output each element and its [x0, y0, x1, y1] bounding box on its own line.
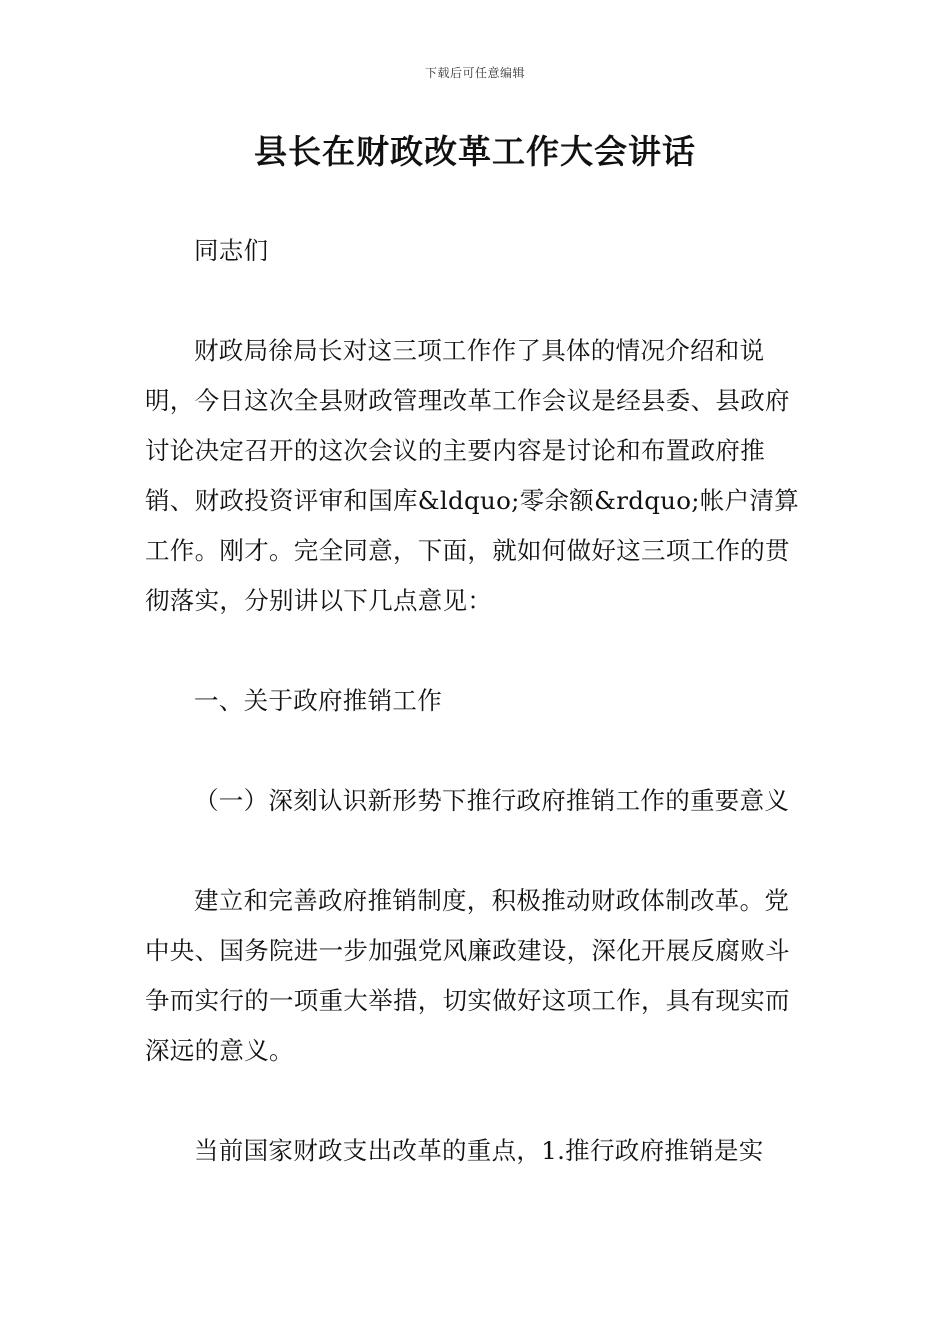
paragraph-intro: 财政局徐局长对这三项工作作了具体的情况介绍和说明，今日这次全县财政管理改革工作会议是经县委、县政府讨论决定召开的这次会议的主要内容是讨论和布置政府推销、财政投资评审和国库&ldquo;零余额&rdquo;帐户清算工作。刚才。完全同意，下面，就如何做好这三项工作的贯彻落实，分别讲以下几点意见： [145, 336, 800, 615]
paragraph-spacer [145, 1076, 810, 1126]
paragraph-body-1: 建立和完善政府推销制度，积极推动财政体制改革。党中央、国务院进一步加强党风廉政建设，深化开展反腐败斗争而实行的一项重大举措，切实做好这项工作，具有现实而深远的意义。 [145, 886, 790, 1065]
section-heading-1: 一、关于政府推销工作 [194, 686, 442, 715]
paragraph-spacer [145, 726, 810, 776]
paragraph-spacer [145, 276, 810, 326]
paragraph-spacer [145, 826, 810, 876]
document-title: 县长在财政改革工作大会讲话 [254, 132, 696, 171]
document-body [145, 226, 810, 1176]
paragraph-spacer [145, 626, 810, 676]
paragraph-salutation: 同志们 [194, 236, 269, 265]
paragraph-body-2: 当前国家财政支出改革的重点，1.推行政府推销是实 [194, 1136, 764, 1165]
subsection-heading-1: （一）深刻认识新形势下推行政府推销工作的重要意义 [194, 786, 790, 815]
header-note: 下载后可任意编辑 [424, 66, 525, 80]
